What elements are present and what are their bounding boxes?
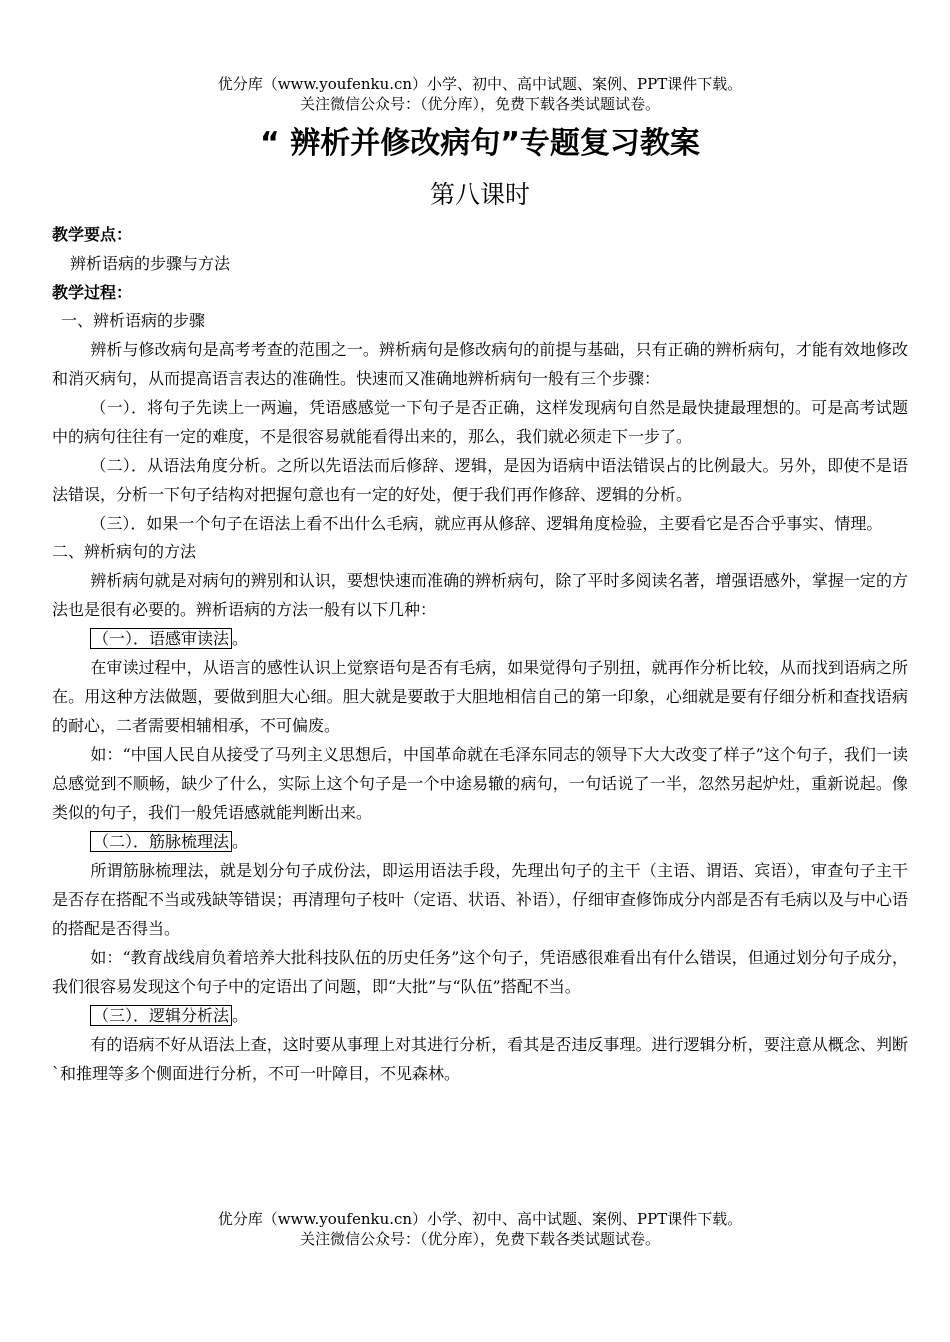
method-2-name: （二）．筋脉梳理法 — [90, 831, 232, 852]
method-1-para-2: 如：“中国人民自从接受了马列主义思想后，中国革命就在毛泽东同志的领导下大大改变了样子”这个句子，我们一读总感觉到不顺畅，缺少了什么，实际上这个句子是一个中途易辙的病句，一句话说了一半，忽然另起炉灶，重新说起。像类似的句子，我们一般凭语感就能判断出来。 — [52, 745, 908, 822]
method-3-heading — [52, 1001, 908, 1030]
document-title: “ 辨析并修改病句”专题复习教案 — [260, 126, 700, 161]
method-1-para-1: 在审读过程中，从语言的感性认识上觉察语句是否有毛病，如果觉得句子别扭，就再作分析比较，从而找到语病之所在。用这种方法做题，要做到胆大心细。胆大就是要敢于大胆地相信自己的第一印象，心细就是要有仔细分析和查找语病的耐心，二者需要相辅相承，不可偏废。 — [52, 658, 908, 735]
method-2-para-2: 如：“教育战线肩负着培养大批科技队伍的历史任务”这个句子，凭语感很难看出有什么错误，但通过划分句子成分，我们很容易发现这个句子中的定语出了问题，即“大批”与“队伍”搭配不当。 — [52, 948, 908, 996]
document-subtitle: 第八课时 — [429, 180, 530, 209]
method-1-suffix: 。 — [232, 629, 249, 648]
step-2: （二）．从语法角度分析。之所以先语法而后修辞、逻辑，是因为语病中语法错误占的比例最大。另外，即使不是语法错误，分析一下句子结构对把握句意也有一定的好处，便于我们再作修辞、逻辑的分析。 — [52, 456, 908, 504]
section-2-intro: 辨析病句就是对病句的辨别和认识，要想快速而准确的辨析病句，除了平时多阅读名著，增强语感外，掌握一定的方法也是很有必要的。辨析语病的方法一般有以下几种： — [52, 571, 908, 619]
document-page — [52, 74, 908, 1088]
step-3: （三）．如果一个句子在语法上看不出什么毛病，就应再从修辞、逻辑角度检验，主要看它是否合乎事实、情理。 — [90, 514, 883, 533]
method-3-name: （三）．逻辑分析法 — [90, 1005, 232, 1026]
key-points-text: 辨析语病的步骤与方法 — [70, 254, 231, 273]
method-2-suffix: 。 — [232, 832, 249, 851]
page-footer — [52, 1209, 908, 1249]
header-line-1: 优分库（www.youfenku.cn）小学、初中、高中试题、案例、PPT课件下载。 — [217, 75, 743, 93]
header-line-2: 关注微信公众号：（优分库），免费下载各类试题试卷。 — [299, 95, 660, 113]
method-2-heading — [52, 827, 908, 856]
key-points-label: 教学要点： — [52, 225, 133, 244]
section-1-heading: 一、辨析语病的步骤 — [61, 311, 206, 330]
footer-line-2: 关注微信公众号：（优分库），免费下载各类试题试卷。 — [299, 1230, 660, 1248]
footer-line-1: 优分库（www.youfenku.cn）小学、初中、高中试题、案例、PPT课件下载。 — [217, 1210, 743, 1228]
page-header — [52, 74, 908, 114]
section-1-intro: 辨析与修改病句是高考考查的范围之一。辨析病句是修改病句的前提与基础，只有正确的辨析病句，才能有效地修改和消灭病句，从而提高语言表达的准确性。快速而又准确地辨析病句一般有三个步骤： — [52, 340, 908, 388]
method-3-para-1: 有的语病不好从语法上查，这时要从事理上对其进行分析，看其是否违反事理。进行逻辑分析，要注意从概念、判断`和推理等多个侧面进行分析，不可一叶障目，不见森林。 — [52, 1035, 908, 1083]
method-1-heading — [52, 624, 908, 653]
method-3-suffix: 。 — [232, 1006, 249, 1025]
process-label: 教学过程： — [52, 283, 133, 302]
method-1-name: （一）．语感审读法 — [90, 628, 232, 649]
method-2-para-1: 所谓筋脉梳理法，就是划分句子成份法，即运用语法手段，先理出句子的主干（主语、谓语、宾语），审查句子主干是否存在搭配不当或残缺等错误；再清理句子枝叶（定语、状语、补语），仔细审查修饰成分内部是否有毛病以及与中心语的搭配是否得当。 — [52, 861, 909, 938]
section-2-heading: 二、辨析病句的方法 — [52, 542, 197, 561]
step-1: （一）．将句子先读上一两遍，凭语感感觉一下句子是否正确，这样发现病句自然是最快捷最理想的。可是高考试题中的病句往往有一定的难度，不是很容易就能看得出来的，那么，我们就必须走下一步了。 — [52, 398, 908, 446]
